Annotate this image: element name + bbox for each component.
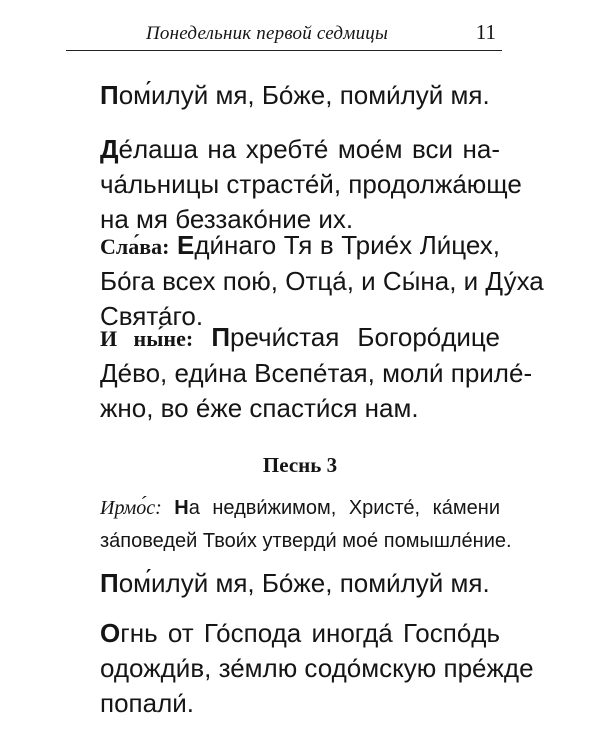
refrain-1 bbox=[100, 78, 500, 113]
irmos-label: Ирмо́с: bbox=[100, 497, 162, 519]
theotokion-line: жно, во е́же спасти́ся нам. bbox=[100, 393, 419, 423]
glory-verse bbox=[100, 228, 544, 334]
troparion-line: гнь от Го́спода иногда́ Госпо́дь bbox=[120, 618, 500, 648]
troparion-line: на мя беззако́ние их. bbox=[100, 204, 354, 234]
initial-letter: О bbox=[100, 618, 121, 648]
theotokion-verse bbox=[100, 320, 533, 426]
theotokion-line: речи́стая Богоро́дице bbox=[230, 322, 500, 352]
glory-line: Бо́га всех пою́, Отца́, и Сы́на, и Ду́ха bbox=[100, 266, 544, 296]
troparion-2 bbox=[100, 616, 534, 721]
initial-letter: П bbox=[100, 568, 119, 598]
page-number: 11 bbox=[475, 20, 496, 44]
initial-letter: Е bbox=[177, 230, 195, 260]
glory-line: ди́наго Тя в Трие́х Ли́цех, bbox=[194, 230, 500, 260]
initial-letter: Д bbox=[100, 134, 119, 164]
refrain-text: ом́илуй мя, Бо́же, поми́луй мя. bbox=[118, 568, 490, 598]
glory-label: Сла́ва: bbox=[100, 234, 170, 259]
irmos bbox=[100, 492, 512, 558]
troparion-line: е́лаша на хребте́ мое́м вси на- bbox=[118, 134, 500, 164]
ode-heading: Песнь 3 bbox=[262, 453, 338, 477]
refrain-text: ом́илуй мя, Бо́же, поми́луй мя. bbox=[118, 80, 490, 110]
running-title: Понедельник первой седмицы bbox=[146, 23, 389, 44]
irmos-line: за́поведей Твои́х утверди́ мое́ помышле́ние. bbox=[100, 530, 512, 552]
running-header bbox=[66, 18, 502, 51]
irmos-line: а недви́жимом, Христе́, ка́мени bbox=[188, 497, 500, 519]
troparion-line: одожди́в, зе́млю содо́мскую пре́жде bbox=[100, 653, 534, 683]
refrain-2 bbox=[100, 566, 500, 601]
troparion-line: ча́льницы страсте́й, продолжа́юще bbox=[100, 169, 522, 199]
theotokion-line: Де́во, еди́на Всепе́тая, моли́ приле́- bbox=[100, 358, 533, 388]
initial-letter: Н bbox=[174, 497, 189, 519]
now-label: И ны́не: bbox=[100, 326, 194, 351]
troparion-line: попали́. bbox=[100, 688, 194, 718]
initial-letter: П bbox=[211, 322, 230, 352]
initial-letter: П bbox=[100, 80, 119, 110]
glory-line: Свята́го. bbox=[100, 301, 204, 331]
troparion-1 bbox=[100, 132, 522, 237]
